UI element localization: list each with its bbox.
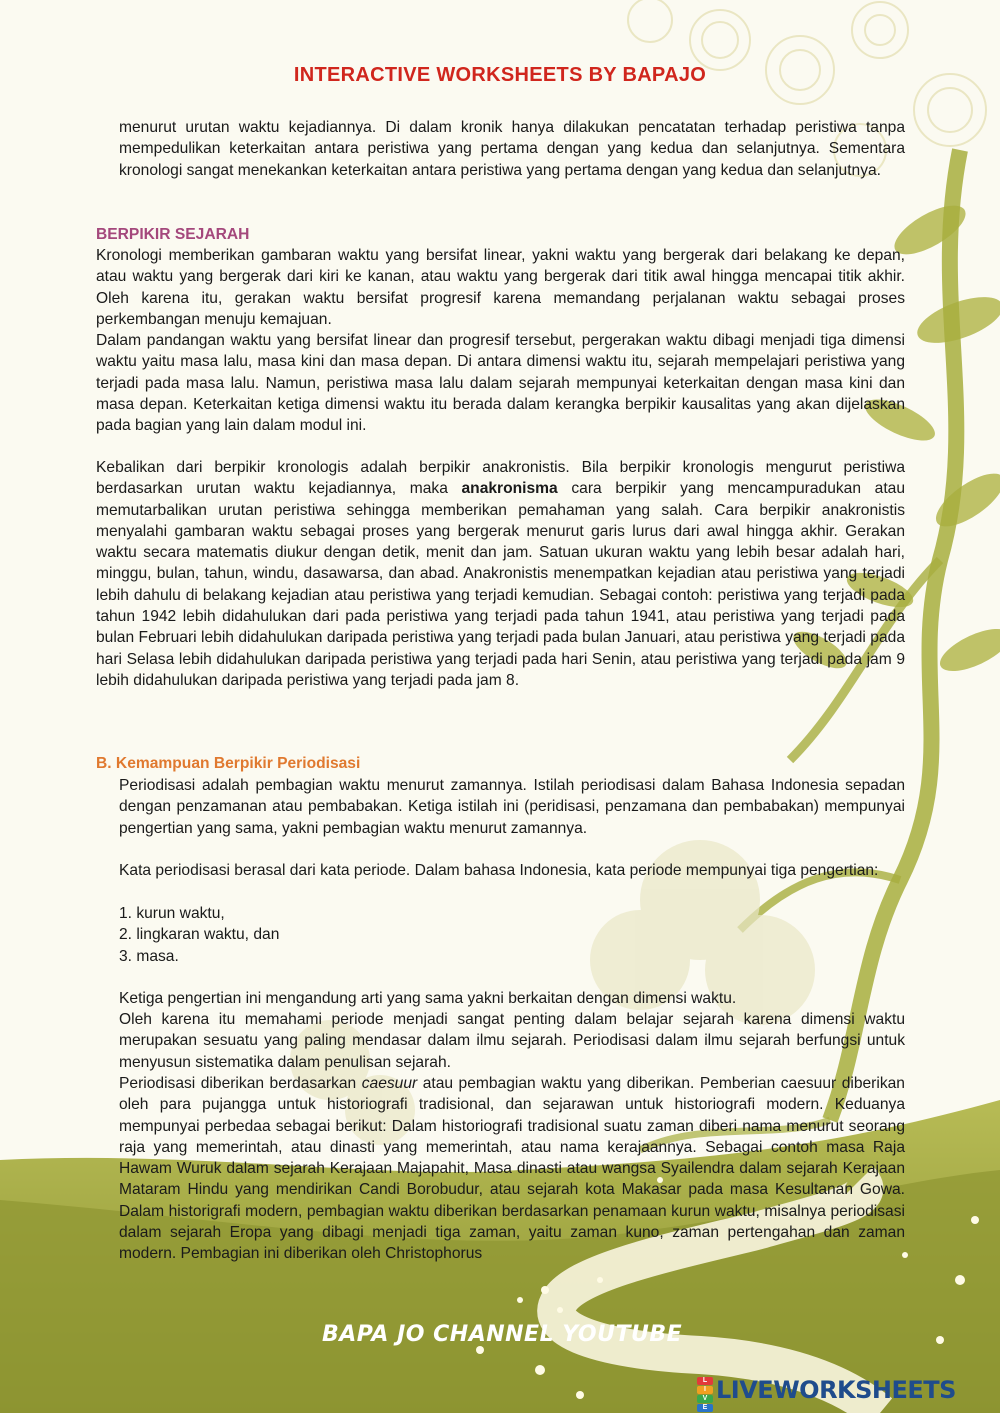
section-heading-periodisasi: B. Kemampuan Berpikir Periodisasi: [96, 755, 361, 772]
text-run: Kebalikan dari berpikir kronologis adalah berpikir anakronistis. Bila berpikir kronologis mengurut peristiwa berdasarkan urutan waktu kejadiannya, maka: [96, 459, 905, 498]
liveworksheets-wordmark: LIVEWORKSHEETS: [716, 1376, 956, 1404]
footer-channel-text: BAPA JO CHANNEL YOUTUBE: [322, 1322, 683, 1347]
paragraph-kronologi: Kronologi memberikan gambaran waktu yang bersifat linear, yakni waktu yang bergerak dari belakang ke depan, atau waktu yang bergerak dari kiri ke kanan, atau waktu yang bergerak dari titik awal hingga mencapai titik akhir. Oleh karena itu, gerakan waktu bersifat progresif karena memandang perjalanan waktu sebagai proses perkembangan menuju kemajuan.: [96, 247, 905, 328]
text-run: atau pembagian waktu yang diberikan. Pemberian caesuur diberikan oleh para pujangga untuk historiografi tradisional, dan sejarawan untuk historiografi modern. Keduanya mempunyai perbedaa sebagai berikut: Dalam historiografi tradisional suatu zaman diberi nama menurut seorang raja yang memerintah, atau dinasti yang memerintah, atau nama kerajaannya. Sebagai contoh masa Raja Hawam Wuruk dalam sejarah Kerajaan Majapahit, Masa dinasti atau wangsa Syailendra dalam sejarah Kerajaan Mataram Hindu yang mendirikan Candi Borobudur, atau sejarah kota Makasar pada masa Kesultanan Gowa. Dalam historigrafi modern, pembagian waktu diberikan berdasarkan penamaan kurun waktu, misalnya periodisasi dalam sejarah Eropa yang dibagi menjadi tiga zaman, yaitu zaman kuno, zaman pertengahan dan zaman modern. Pembagian ini diberikan oleh Christophorus: [119, 1075, 905, 1263]
pengertian-list: [119, 903, 279, 967]
term-caesuur: caesuur: [361, 1075, 418, 1092]
paragraph-caesuur: [119, 1073, 905, 1265]
logo-letter: L: [697, 1377, 713, 1385]
list-item: 3. masa.: [119, 947, 179, 965]
paragraph-memahami-periode: Oleh karena itu memahami periode menjadi sangat penting dalam belajar sejarah karena dimensi waktu merupakan sesuatu yang paling mendasar dalam ilmu sejarah. Periodisasi dalam ilmu sejarah berfungsi untuk menyusun sistematika dalam penulisan sejarah.: [119, 1011, 905, 1071]
text-run: cara berpikir yang mencampuradukan atau memutarbalikan urutan peristiwa sehingga memberikan pemahaman yang salah. Cara berpikir anakronistis menyalahi gambaran waktu sebagai proses yang bergerak menurut garis lurus dari awal hingga akhir. Gerakan waktu secara matematis diukur dengan detik, menit dan jam. Satuan ukuran waktu yang lebih besar adalah hari, minggu, bulan, tahun, windu, dasawarsa, dan abad. Anakronistis menempatkan kejadian atau peristiwa yang terjadi lebih dahulu di belakang kejadian atau peristiwa yang terjadi kemudian. Sebagai contoh: peristiwa yang terjadi pada tahun 1942 lebih didahulukan dari pada peristiwa yang terjadi pada tahun 1941, atau peristiwa yang terjadi pada bulan Februari lebih didahulukan daripada peristiwa yang terjadi pada bulan Januari, atau peristiwa yang terjadi pada hari Selasa lebih didahulukan daripada peristiwa yang terjadi pada hari Senin, atau peristiwa yang terjadi pada jam 9 lebih didahulukan daripada peristiwa yang terjadi pada jam 8.: [96, 480, 905, 689]
paragraph-kata-periode: Kata periodisasi berasal dari kata periode. Dalam bahasa Indonesia, kata periode mempunyai tiga pengertian:: [119, 862, 879, 879]
keyword-anakronisma: anakronisma: [461, 480, 558, 498]
paragraph-ketiga-pengertian: Ketiga pengertian ini mengandung arti yang sama yakni berkaitan dengan dimensi waktu.: [119, 990, 737, 1007]
intro-paragraph: menurut urutan waktu kejadiannya. Di dalam kronik hanya dilakukan pencatatan terhadap peristiwa tanpa mempedulikan keterkaitan antara peristiwa yang pertama dengan yang kedua dan selanjutnya. Sementara kronologi sangat menekankan keterkaitan antara peristiwa yang pertama dengan yang kedua dan selanjutnya.: [119, 119, 905, 179]
list-item: 2. lingkaran waktu, dan: [119, 926, 280, 944]
logo-letter: E: [697, 1404, 713, 1412]
liveworksheets-logo-icon: [697, 1377, 713, 1411]
logo-letter: I: [697, 1386, 713, 1394]
section-heading-berpikir-sejarah: BERPIKIR SEJARAH: [96, 226, 250, 243]
logo-letter: V: [697, 1395, 713, 1403]
liveworksheets-brand[interactable]: [697, 1376, 956, 1411]
paragraph-anakronistis: [96, 457, 905, 691]
page-header-title: INTERACTIVE WORKSHEETS BY BAPAJO: [293, 64, 707, 86]
paragraph-pandangan-waktu: Dalam pandangan waktu yang bersifat linear dan progresif tersebut, pergerakan waktu dibagi menjadi tiga dimensi waktu yaitu masa lalu, masa kini dan masa depan. Di antara dimensi waktu itu, sejarah mempelajari peristiwa yang terjadi pada masa lalu. Namun, peristiwa masa lalu dalam sejarah mempunyai keterkaitan dengan masa kini dan masa depan. Keterkaitan ketiga dimensi waktu itu berada dalam kerangka berpikir kausalitas yang akan dijelaskan pada bagian yang lain dalam modul ini.: [96, 332, 905, 435]
text-run: Periodisasi diberikan berdasarkan: [119, 1075, 362, 1092]
paragraph-periodisasi-definisi: Periodisasi adalah pembagian waktu menurut zamannya. Istilah periodisasi dalam Bahasa Indonesia sepadan dengan penzamanan atau pembabakan. Ketiga istilah ini (peridisasi, penzamana dan pembabakan) mempunyai pengertian yang sama, yakni pembagian waktu menurut zamannya.: [119, 777, 905, 837]
list-item: 1. kurun waktu,: [119, 905, 225, 922]
